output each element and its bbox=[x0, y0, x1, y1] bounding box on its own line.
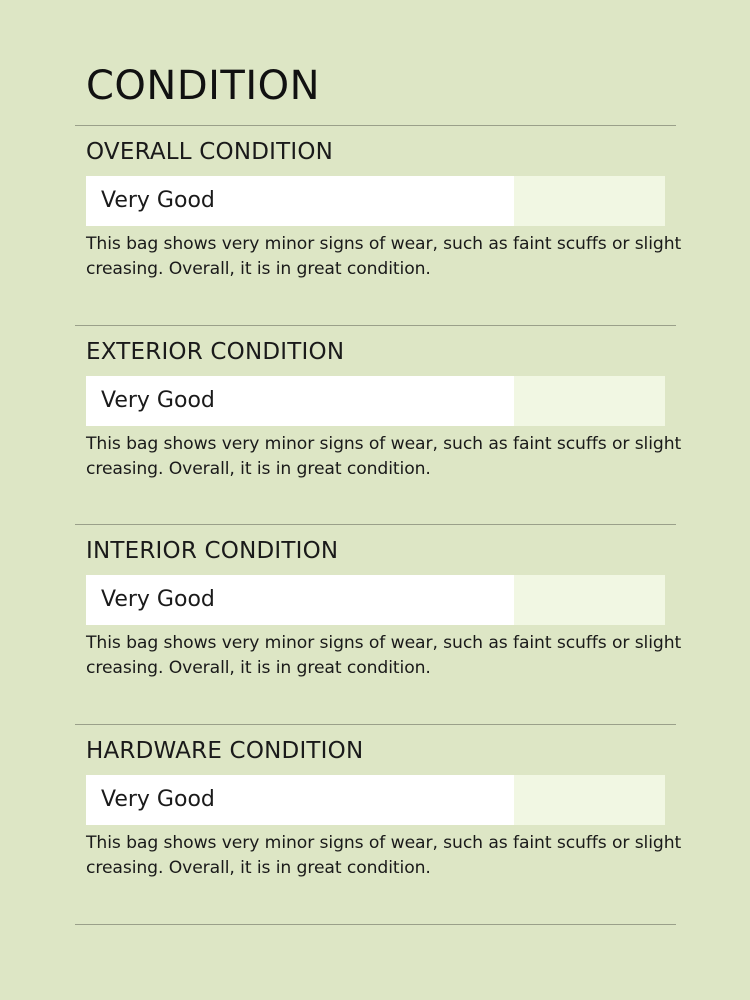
section-title: OVERALL CONDITION bbox=[86, 139, 334, 165]
rating-bar bbox=[86, 575, 665, 625]
section-title: EXTERIOR CONDITION bbox=[86, 339, 345, 365]
rating-label: Very Good bbox=[101, 188, 215, 213]
section-exterior-condition bbox=[75, 325, 682, 525]
section-overall-condition bbox=[75, 125, 682, 325]
rating-label: Very Good bbox=[101, 787, 215, 812]
rating-bar bbox=[86, 176, 665, 226]
bottom-divider bbox=[75, 924, 676, 925]
section-title: INTERIOR CONDITION bbox=[86, 538, 339, 564]
page-title: CONDITION bbox=[86, 63, 321, 109]
rating-bar bbox=[86, 376, 665, 426]
rating-label: Very Good bbox=[101, 388, 215, 413]
section-title: HARDWARE CONDITION bbox=[86, 738, 364, 764]
section-description: This bag shows very minor signs of wear, such as faint scuffs or slight creasing. Overall, it is in great condition. bbox=[86, 633, 682, 678]
section-description: This bag shows very minor signs of wear, such as faint scuffs or slight creasing. Overall, it is in great condition. bbox=[86, 434, 682, 479]
section-hardware-condition bbox=[75, 724, 682, 924]
section-interior-condition bbox=[75, 524, 682, 724]
section-description: This bag shows very minor signs of wear, such as faint scuffs or slight creasing. Overall, it is in great condition. bbox=[86, 234, 682, 279]
section-description: This bag shows very minor signs of wear, such as faint scuffs or slight creasing. Overall, it is in great condition. bbox=[86, 833, 682, 878]
rating-label: Very Good bbox=[101, 587, 215, 612]
rating-bar bbox=[86, 775, 665, 825]
